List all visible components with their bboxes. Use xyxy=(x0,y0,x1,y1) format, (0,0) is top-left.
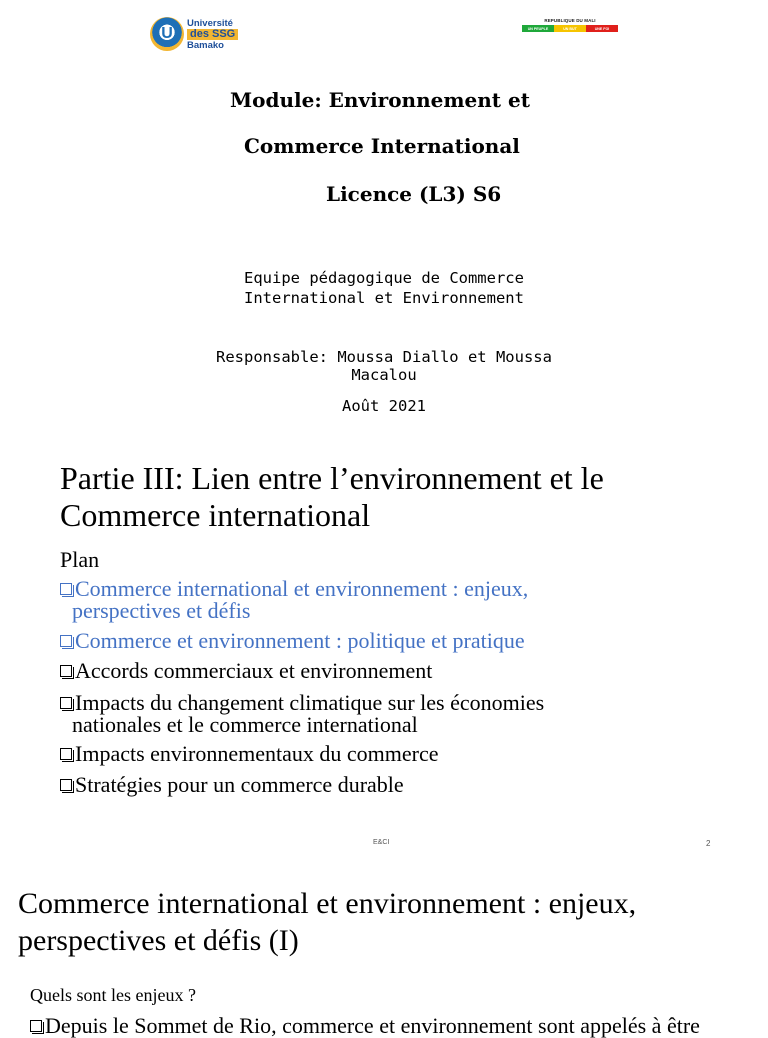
content-item-1: Depuis le Sommet de Rio, commerce et environnement sont appelés à être xyxy=(30,1015,768,1037)
logo-line-3: Bamako xyxy=(187,39,224,51)
plan-item-5: Impacts environnementaux du commerce xyxy=(60,743,740,765)
university-logo xyxy=(150,14,248,54)
plan-item-2: Commerce et environnement : politique et pratique xyxy=(60,630,740,652)
section-question: Quels sont les enjeux ? xyxy=(30,985,196,1005)
date: Août 2021 xyxy=(342,397,426,415)
footer-label: E&CI xyxy=(373,839,390,846)
slide-title: Partie III: Lien entre l’environnement et le Commerce international xyxy=(60,460,604,533)
mali-motto-2: UN BUT xyxy=(554,25,586,32)
checkbox-bullet-icon xyxy=(60,635,72,647)
checkbox-bullet-icon xyxy=(60,697,72,709)
logo-line-1: Université xyxy=(187,17,233,29)
team-line-1: Equipe pédagogique de Commerce xyxy=(244,269,524,287)
plan-item-3: Accords commerciaux et environnement xyxy=(60,660,740,682)
checkbox-bullet-icon xyxy=(30,1020,42,1032)
plan-slide xyxy=(0,455,768,855)
plan-item-1: Commerce international et environnement : enjeux, perspectives et défis xyxy=(60,578,740,622)
title-slide xyxy=(0,0,768,450)
mali-motto-3: UNE FOI xyxy=(586,25,618,32)
content-slide xyxy=(0,880,768,1038)
checkbox-bullet-icon xyxy=(60,748,72,760)
responsable-line-2: Macalou xyxy=(351,366,417,384)
checkbox-bullet-icon xyxy=(60,583,72,595)
mali-flag-strip xyxy=(522,25,618,32)
university-emblem-icon: U xyxy=(150,17,184,51)
plan-item-4: Impacts du changement climatique sur les économies nationales et le commerce international xyxy=(60,692,740,736)
module-title-line-1: Module: Environnement et xyxy=(230,88,530,112)
mali-motto-1: UN PEUPLE xyxy=(522,25,554,32)
page-number: 2 xyxy=(706,839,711,848)
logo-line-2: des SSG xyxy=(187,29,238,40)
checkbox-bullet-icon xyxy=(60,665,72,677)
responsable-line-1: Responsable: Moussa Diallo et Moussa xyxy=(216,348,552,366)
checkbox-bullet-icon xyxy=(60,779,72,791)
module-title-line-2: Commerce International xyxy=(244,134,520,158)
mali-banner-title: REPUBLIQUE DU MALI xyxy=(544,18,596,23)
module-title-line-3: Licence (L3) S6 xyxy=(326,182,502,206)
plan-label: Plan xyxy=(60,547,100,572)
team-line-2: International et Environnement xyxy=(244,289,524,307)
slide-title: Commerce international et environnement : enjeux, perspectives et défis (I) xyxy=(18,887,637,957)
mali-republic-banner xyxy=(522,18,618,32)
plan-item-6: Stratégies pour un commerce durable xyxy=(60,774,740,796)
